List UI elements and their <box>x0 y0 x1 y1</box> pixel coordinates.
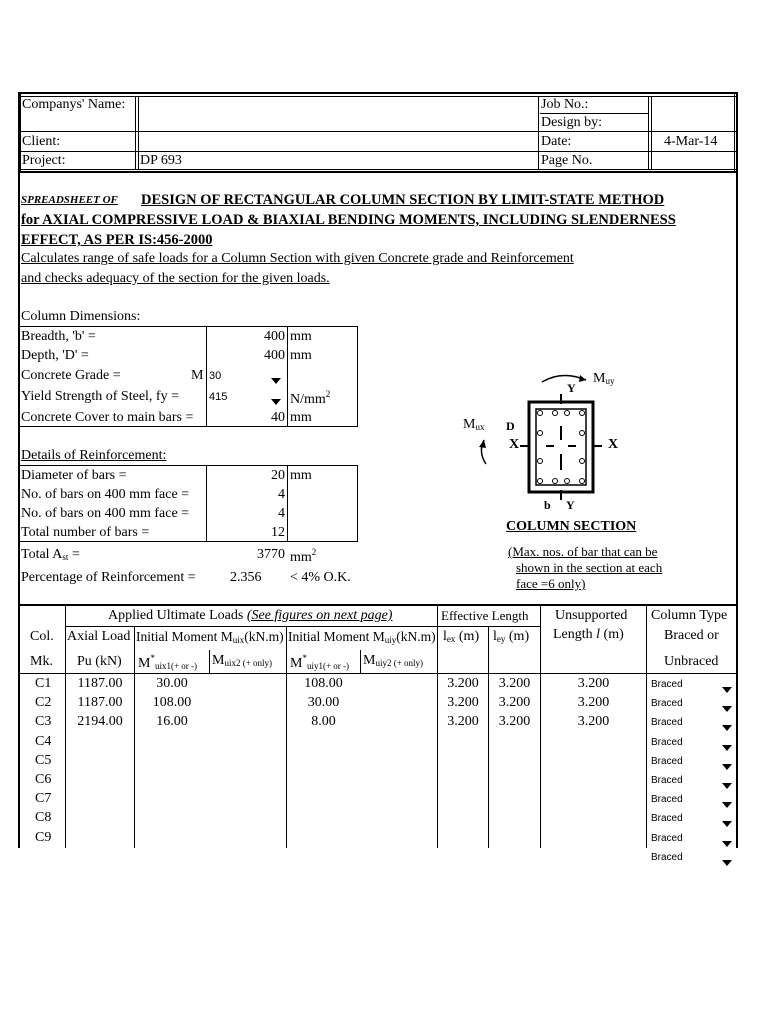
reinforcement-bars <box>538 411 585 484</box>
unsupported-header-1: Unsupported <box>555 608 628 623</box>
job-no-label: Job No.: <box>541 97 589 112</box>
muy1-cell[interactable]: 108.00 <box>304 676 343 691</box>
col-mark-cell: C7 <box>35 791 52 807</box>
percentage-check: < 4% O.K. <box>290 570 351 585</box>
unsupported-length-cell[interactable]: 3.200 <box>577 714 610 730</box>
ley-cell[interactable]: 3.200 <box>498 676 531 691</box>
lex-cell[interactable]: 3.200 <box>447 714 479 730</box>
title-prefix: SPREADSHEET OF <box>21 194 118 206</box>
column-type-select[interactable]: Braced <box>651 755 683 767</box>
ley-cell[interactable]: 3.200 <box>498 714 531 730</box>
yield-strength-value[interactable]: 415 <box>209 391 228 403</box>
concrete-grade-value[interactable]: 30 <box>209 370 222 382</box>
muy1-cell[interactable]: 30.00 <box>307 695 340 711</box>
mux-initial-header: Initial Moment $M_{uix}(kN.m)$ <box>136 629 284 645</box>
percentage-label: Percentage of Reinforcement = <box>21 570 196 585</box>
title-line-2: for AXIAL COMPRESSIVE LOAD & BIAXIAL BENDING MOMENTS, INCLUDING SLENDERNESS <box>21 212 676 228</box>
column-type-header-1: Column Type <box>651 608 728 623</box>
description-line-2: and checks adequacy of the section for the given loads. <box>21 271 330 286</box>
axial-load-cell[interactable]: 1187.00 <box>77 676 123 691</box>
x-axis-right-label: X <box>608 437 619 452</box>
project-value[interactable]: DP 693 <box>140 153 182 168</box>
bar-diameter-unit: mm <box>290 468 312 483</box>
ley-cell[interactable]: 3.200 <box>498 695 531 711</box>
section-note-line-1: (Max. nos. of bar that can be <box>508 544 658 559</box>
col-header: Col. <box>30 629 54 644</box>
column-type-dropdown-icon[interactable] <box>722 682 732 698</box>
y-axis-bottom-label: Y <box>566 498 575 512</box>
col-mark-cell: C2 <box>35 695 52 711</box>
col-mark-cell: C5 <box>35 752 52 768</box>
title-line-1: DESIGN OF RECTANGULAR COLUMN SECTION BY LIMIT-STATE METHOD <box>141 192 665 208</box>
mux2-header: $M_{uix2 (+ only)}$ <box>212 653 273 668</box>
col-mark-cell: C9 <box>35 829 52 845</box>
column-type-select[interactable]: Braced <box>651 813 683 825</box>
muy-label: $M_{uy}$ <box>593 371 615 386</box>
breadth-label: Breadth, 'b' = <box>21 329 96 344</box>
title-line-3: EFFECT, AS PER IS:456-2000 <box>21 232 213 248</box>
client-label: Client: <box>22 134 61 149</box>
column-type-dropdown-icon[interactable] <box>722 836 732 852</box>
lex-header: $l_{ex}$ (m) <box>443 629 480 644</box>
project-label: Project: <box>22 153 66 168</box>
column-type-select[interactable]: Braced <box>651 775 683 786</box>
muy-initial-header: Initial Moment $M_{uiy}(kN.m)$ <box>288 629 436 645</box>
axial-load-header: Axial Load <box>67 629 131 644</box>
column-type-select[interactable]: Braced <box>651 717 683 729</box>
concrete-grade-dropdown-icon[interactable] <box>271 373 281 389</box>
effective-length-header: Effective Length <box>441 608 529 623</box>
page-no-label: Page No. <box>541 153 593 168</box>
column-type-header-3: Unbraced <box>664 654 719 669</box>
col-mark-cell: C8 <box>35 810 52 826</box>
depth-label: Depth, 'D' = <box>21 348 89 363</box>
column-type-dropdown-icon[interactable] <box>722 797 732 813</box>
column-type-select[interactable]: Braced <box>651 679 683 690</box>
column-type-dropdown-icon[interactable] <box>722 701 732 717</box>
column-type-dropdown-icon[interactable] <box>722 778 732 794</box>
column-type-dropdown-icon[interactable] <box>722 740 732 756</box>
column-type-dropdown-icon[interactable] <box>722 720 732 736</box>
bars-face-1-value[interactable]: 4 <box>278 487 285 502</box>
col-mark-cell: C3 <box>35 714 52 730</box>
section-note-line-3: face =6 only) <box>516 576 586 591</box>
col-mark-cell: C4 <box>35 733 52 749</box>
percentage-value: 2.356 <box>230 570 262 585</box>
cover-label: Concrete Cover to main bars = <box>21 410 194 425</box>
bar-diameter-value[interactable]: 20 <box>271 468 285 483</box>
mux1-header: $M^*_{uix1(+ or -)}$ <box>138 653 198 671</box>
breadth-value[interactable]: 400 <box>264 329 285 344</box>
unsupported-length-cell[interactable]: 3.200 <box>577 676 610 691</box>
muy2-header: $M_{uiy2 (+ only)}$ <box>363 653 424 668</box>
bars-face-1-label: No. of bars on 400 mm face = <box>21 487 190 502</box>
x-axis-left-label: X <box>509 437 520 452</box>
company-name-label: Companys' Name: <box>22 97 126 112</box>
mux-label: $M_{ux}$ <box>463 417 485 432</box>
muy1-header: $M^*_{uiy1(+ or -)}$ <box>290 653 350 671</box>
depth-value[interactable]: 400 <box>264 348 285 363</box>
d-dimension-label: D <box>506 419 515 433</box>
column-type-select[interactable]: Braced <box>651 832 683 844</box>
total-ast-value: 3770 <box>257 547 285 562</box>
total-ast-unit: $mm^2$ <box>290 547 317 565</box>
column-type-dropdown-icon[interactable] <box>722 855 732 871</box>
yield-strength-unit: $N/mm^2$ <box>290 389 331 407</box>
description-line-1: Calculates range of safe loads for a Column Section with given Concrete grade and Reinforcement <box>21 251 574 266</box>
column-type-header-2: Braced or <box>664 628 719 643</box>
col-mark-cell: C1 <box>35 676 52 691</box>
axial-load-cell[interactable]: 2194.00 <box>77 714 123 730</box>
b-dimension-label: b <box>544 498 551 512</box>
yield-strength-label: Yield Strength of Steel, fy = <box>21 389 179 404</box>
total-bars-value: 12 <box>271 525 285 540</box>
lex-cell[interactable]: 3.200 <box>447 676 479 691</box>
cover-value[interactable]: 40 <box>271 410 285 425</box>
concrete-grade-prefix: M <box>191 368 204 383</box>
applied-loads-header: Applied Ultimate Loads (See figures on next page) <box>108 608 393 623</box>
column-type-select[interactable]: Braced <box>651 736 683 748</box>
axial-load-cell[interactable]: 1187.00 <box>77 695 123 711</box>
reinforcement-heading: Details of Reinforcement: <box>21 448 167 463</box>
total-bars-label: Total number of bars = <box>21 525 150 540</box>
column-type-select[interactable]: Braced <box>651 698 683 710</box>
date-label: Date: <box>541 134 572 149</box>
lex-cell[interactable]: 3.200 <box>447 695 479 711</box>
mk-header: Mk. <box>30 654 53 669</box>
pu-header: Pu (kN) <box>77 654 122 669</box>
mux1-cell[interactable]: 108.00 <box>152 695 192 711</box>
bars-face-2-label: No. of bars on 400 mm face = <box>21 506 190 521</box>
unsupported-header-2: Length l (m) <box>553 627 624 642</box>
reinforcement-cage <box>536 409 586 485</box>
mux1-cell[interactable]: 16.00 <box>156 714 188 730</box>
yield-strength-dropdown-icon[interactable] <box>271 394 281 410</box>
bar-diameter-label: Diameter of bars = <box>21 468 127 483</box>
date-value[interactable]: 4-Mar-14 <box>664 134 718 149</box>
column-type-dropdown-icon[interactable] <box>722 816 732 832</box>
unsupported-length-cell[interactable]: 3.200 <box>577 695 610 711</box>
y-axis-top-label: Y <box>567 381 576 395</box>
depth-unit: mm <box>290 348 312 363</box>
muy1-cell[interactable]: 8.00 <box>311 714 336 730</box>
cover-unit: mm <box>290 410 312 425</box>
dimensions-heading: Column Dimensions: <box>21 309 141 324</box>
col-mark-cell: C6 <box>35 772 52 787</box>
column-type-dropdown-icon[interactable] <box>722 759 732 775</box>
ley-header: $l_{ey}$ (m) <box>493 629 530 644</box>
section-axes <box>520 394 602 500</box>
column-section-caption: COLUMN SECTION <box>506 519 637 534</box>
concrete-grade-label: Concrete Grade = <box>21 368 121 383</box>
column-type-select[interactable]: Braced <box>651 794 683 806</box>
column-type-select[interactable]: Braced <box>651 851 683 863</box>
total-ast-label: Total $A_{st}$ = <box>21 547 80 562</box>
design-by-label: Design by: <box>541 115 603 130</box>
bars-face-2-value[interactable]: 4 <box>278 506 285 521</box>
breadth-unit: mm <box>290 329 312 344</box>
section-note-line-2: shown in the section at each <box>516 560 663 575</box>
mux1-cell[interactable]: 30.00 <box>156 676 188 691</box>
